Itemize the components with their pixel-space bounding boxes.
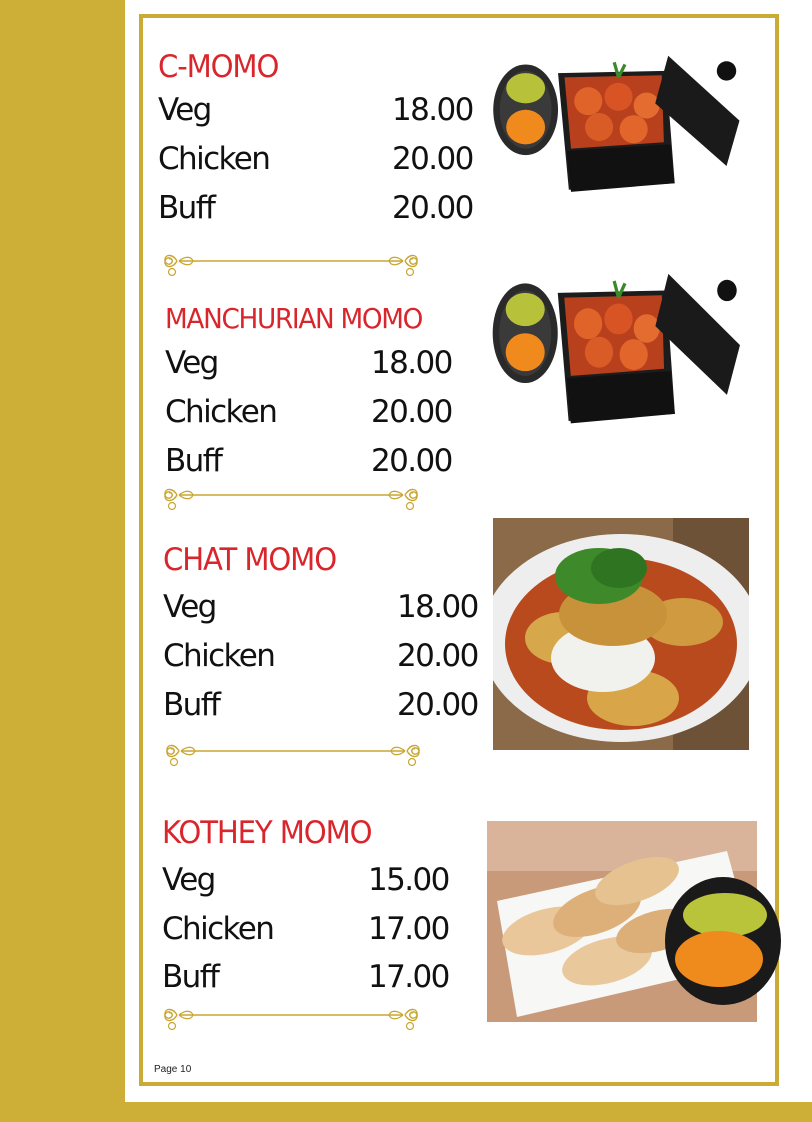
item-name: Buff <box>158 190 215 226</box>
item-price: 20.00 <box>371 394 452 430</box>
item-name: Chicken <box>162 911 274 947</box>
ornamental-divider <box>161 250 423 282</box>
item-name: Buff <box>163 687 220 723</box>
item-price: 18.00 <box>392 92 473 128</box>
section-manchurian-momo <box>165 300 485 490</box>
item-name: Buff <box>162 959 219 995</box>
kothey-momo-photo <box>487 821 783 1022</box>
ornamental-divider <box>161 1004 423 1036</box>
item-name: Veg <box>165 345 218 381</box>
chat-momo-photo <box>493 518 749 750</box>
item-price: 20.00 <box>397 687 478 723</box>
page-number: Page 10 <box>154 1064 192 1075</box>
item-name: Chicken <box>158 141 270 177</box>
item-name: Veg <box>162 862 215 898</box>
section-title: MANCHURIAN MOMO <box>165 302 423 335</box>
ornamental-divider <box>163 740 425 772</box>
ornamental-divider <box>161 484 423 516</box>
section-kothey-momo <box>162 814 482 1014</box>
item-price: 20.00 <box>392 141 473 177</box>
item-price: 18.00 <box>371 345 452 381</box>
section-title: C-MOMO <box>158 49 279 85</box>
item-name: Veg <box>163 589 216 625</box>
section-c-momo <box>158 48 478 278</box>
section-chat-momo <box>163 541 483 741</box>
section-title: KOTHEY MOMO <box>162 815 372 851</box>
item-name: Veg <box>158 92 211 128</box>
item-price: 20.00 <box>392 190 473 226</box>
item-price: 20.00 <box>397 638 478 674</box>
item-price: 15.00 <box>368 862 449 898</box>
item-price: 20.00 <box>371 443 452 479</box>
gold-bottom-band <box>0 1102 812 1122</box>
c-momo-photo <box>484 45 766 207</box>
item-price: 17.00 <box>368 959 449 995</box>
item-name: Buff <box>165 443 222 479</box>
section-title: CHAT MOMO <box>163 542 337 578</box>
item-price: 18.00 <box>397 589 478 625</box>
gold-side-band <box>0 0 125 1122</box>
item-price: 17.00 <box>368 911 449 947</box>
item-name: Chicken <box>163 638 275 674</box>
item-name: Chicken <box>165 394 277 430</box>
manchurian-momo-photo <box>484 262 766 440</box>
